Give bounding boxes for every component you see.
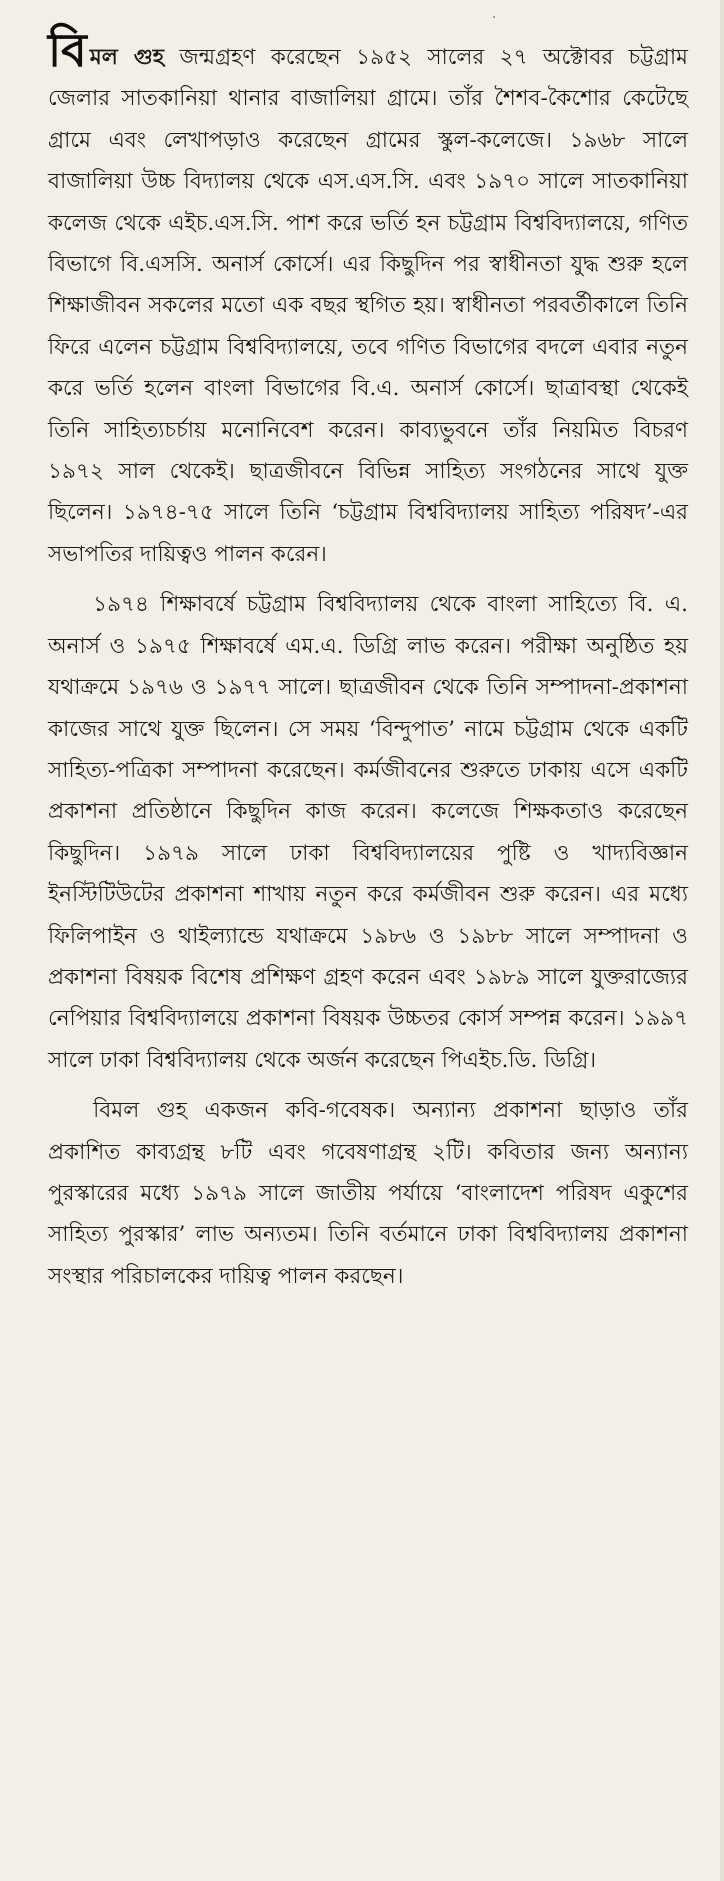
- drop-cap: বি: [48, 23, 87, 77]
- paper-edge: [720, 0, 724, 1881]
- biography-article: [48, 23, 688, 1306]
- paragraph-3: [48, 1090, 688, 1297]
- paragraph-3-text: বিমল গুহ একজন কবি-গবেষক। অন্যান্য প্রকাশনা ছাড়াও তাঁর প্রকাশিত কাব্যগ্রন্থ ৮টি এবং গবেষণাগ্রন্থ ২টি। কবিতার জন্য অন্যান্য পুরস্কারের মধ্যে ১৯৭৯ সালে জাতীয় পর্যায়ে ‘বাংলাদেশ পরিষদ একুশের সাহিত্য পুরস্কার’ লাভ অন্যতম। তিনি বর্তমানে ঢাকা বিশ্ববিদ্যালয় প্রকাশনা সংস্থার পরিচালকের দায়িত্ব পালন করছেন।: [48, 1098, 688, 1289]
- paragraph-1-text: জন্মগ্রহণ করেছেন ১৯৫২ সালের ২৭ অক্টোবর চট্টগ্রাম জেলার সাতকানিয়া থানার বাজালিয়া গ্রামে। তাঁর শৈশব-কৈশোর কেটেছে গ্রামে এবং লেখাপড়াও করেছেন গ্রামের স্কুল-কলেজে। ১৯৬৮ সালে বাজালিয়া উচ্চ বিদ্যালয় থেকে এস.এস.সি. এবং ১৯৭০ সালে সাতকানিয়া কলেজ থেকে এইচ.এস.সি. পাশ করে ভর্তি হন চট্টগ্রাম বিশ্ববিদ্যালয়ে, গণিত বিভাগে বি.এসসি. অনার্স কোর্সে। এর কিছুদিন পর স্বাধীনতা যুদ্ধ শুরু হলে শিক্ষাজীবন সকলের মতো এক বছর স্থগিত হয়। স্বাধীনতা পরবর্তীকালে তিনি ফিরে এলেন চট্টগ্রাম বিশ্ববিদ্যালয়ে, তবে গণিত বিভাগের বদলে এবার নতুন করে ভর্তি হলেন বাংলা বিভাগের বি.এ. অনার্স কোর্সে। ছাত্রাবস্থা থেকেই তিনি সাহিত্যচর্চায় মনোনিবেশ করেন। কাব্যভুবনে তাঁর নিয়মিত বিচরণ ১৯৭২ সাল থেকেই। ছাত্রজীবনে বিভিন্ন সাহিত্য সংগঠনের সাথে যুক্ত ছিলেন। ১৯৭৪-৭৫ সালে তিনি ‘চট্টগ্রাম বিশ্ববিদ্যালয় সাহিত্য পরিষদ’-এর সভাপতির দায়িত্বও পালন করেন।: [48, 45, 688, 567]
- print-speck: [493, 16, 495, 18]
- lead-name: মল গুহ: [89, 45, 165, 70]
- paragraph-2: [48, 584, 688, 1081]
- paragraph-1: [48, 23, 688, 575]
- paragraph-2-text: ১৯৭৪ শিক্ষাবর্ষে চট্টগ্রাম বিশ্ববিদ্যালয় থেকে বাংলা সাহিত্যে বি. এ. অনার্স ও ১৯৭৫ শিক্ষাবর্ষে এম.এ. ডিগ্রি লাভ করেন। পরীক্ষা অনুষ্ঠিত হয় যথাক্রমে ১৯৭৬ ও ১৯৭৭ সালে। ছাত্রজীবন থেকে তিনি সম্পাদনা-প্রকাশনা কাজের সাথে যুক্ত ছিলেন। সে সময় ‘বিন্দুপাত’ নামে চট্টগ্রাম থেকে একটি সাহিত্য-পত্রিকা সম্পাদনা করেছেন। কর্মজীবনের শুরুতে ঢাকায় এসে একটি প্রকাশনা প্রতিষ্ঠানে কিছুদিন কাজ করেন। কলেজে শিক্ষকতাও করেছেন কিছুদিন। ১৯৭৯ সালে ঢাকা বিশ্ববিদ্যালয়ের পুষ্টি ও খাদ্যবিজ্ঞান ইনস্টিটিউটের প্রকাশনা শাখায় নতুন করে কর্মজীবন শুরু করেন। এর মধ্যে ফিলিপাইন ও থাইল্যান্ডে যথাক্রমে ১৯৮৬ ও ১৯৮৮ সালে সম্পাদনা ও প্রকাশনা বিষয়ক বিশেষ প্রশিক্ষণ গ্রহণ করেন এবং ১৯৮৯ সালে যুক্তরাজ্যের নেপিয়ার বিশ্ববিদ্যালয়ে প্রকাশনা বিষয়ক উচ্চতর কোর্স সম্পন্ন করেন। ১৯৯৭ সালে ঢাকা বিশ্ববিদ্যালয় থেকে অর্জন করেছেন পিএইচ.ডি. ডিগ্রি।: [48, 592, 688, 1073]
